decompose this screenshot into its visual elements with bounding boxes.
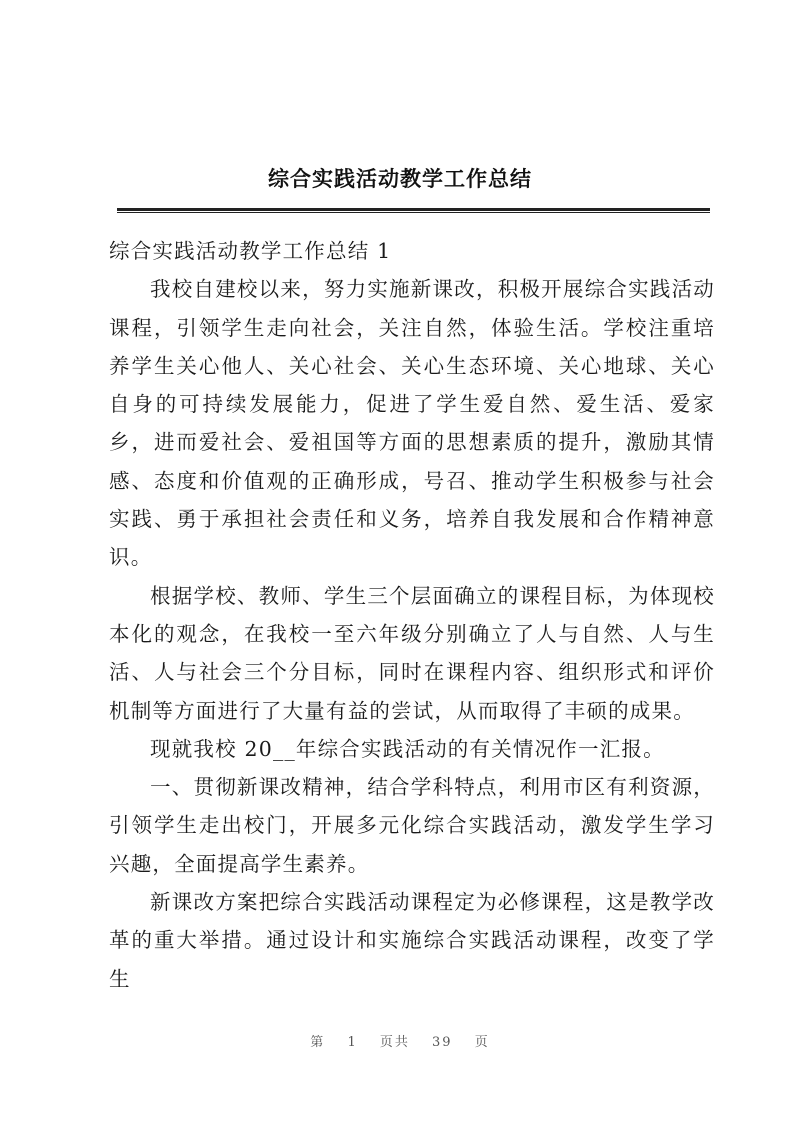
footer-suffix: 页: [474, 1035, 490, 1050]
page-total: 39: [432, 1035, 453, 1050]
footer-middle: 页共: [379, 1035, 410, 1050]
paragraph: 我校自建校以来，努力实施新课改，积极开展综合实践活动课程，引领学生走向社会，关注自然，体验生活。学校注重培养学生关心他人、关心社会、关心生态环境、关心地球、关心自身的可持续发展能力，促进了学生爱自然、爱生活、爱家乡，进而爱社会、爱祖国等方面的思想素质的提升，激励其情感、态度和价值观的正确形成，号召、推动学生积极参与社会实践、勇于承担社会责任和义务，培养自我发展和合作精神意识。: [109, 277, 715, 570]
paragraph: 新课改方案把综合实践活动课程定为必修课程，这是教学改革的重大举措。通过设计和实施综合实践活动课程，改变了学生: [109, 890, 715, 991]
paragraph: 一、贯彻新课改精神，结合学科特点，利用市区有利资源，引领学生走出校门，开展多元化综合实践活动，激发学生学习兴趣，全面提高学生素养。: [109, 775, 715, 876]
paragraph: 根据学校、教师、学生三个层面确立的课程目标，为体现校本化的观念，在我校一至六年级分别确立了人与自然、人与生活、人与社会三个分目标，同时在课程内容、组织形式和评价机制等方面进行了大量有益的尝试，从而取得了丰硕的成果。: [109, 583, 715, 723]
footer-prefix: 第: [310, 1035, 326, 1050]
page-title: 综合实践活动教学工作总结: [268, 166, 532, 191]
title-divider: [117, 208, 710, 213]
section-heading: 综合实践活动教学工作总结 1: [109, 239, 392, 263]
paragraph: 现就我校 20__年综合实践活动的有关情况作一汇报。: [150, 736, 665, 761]
document-body: [109, 232, 715, 998]
page-footer: [0, 1031, 800, 1050]
page-number: 1: [347, 1035, 358, 1050]
